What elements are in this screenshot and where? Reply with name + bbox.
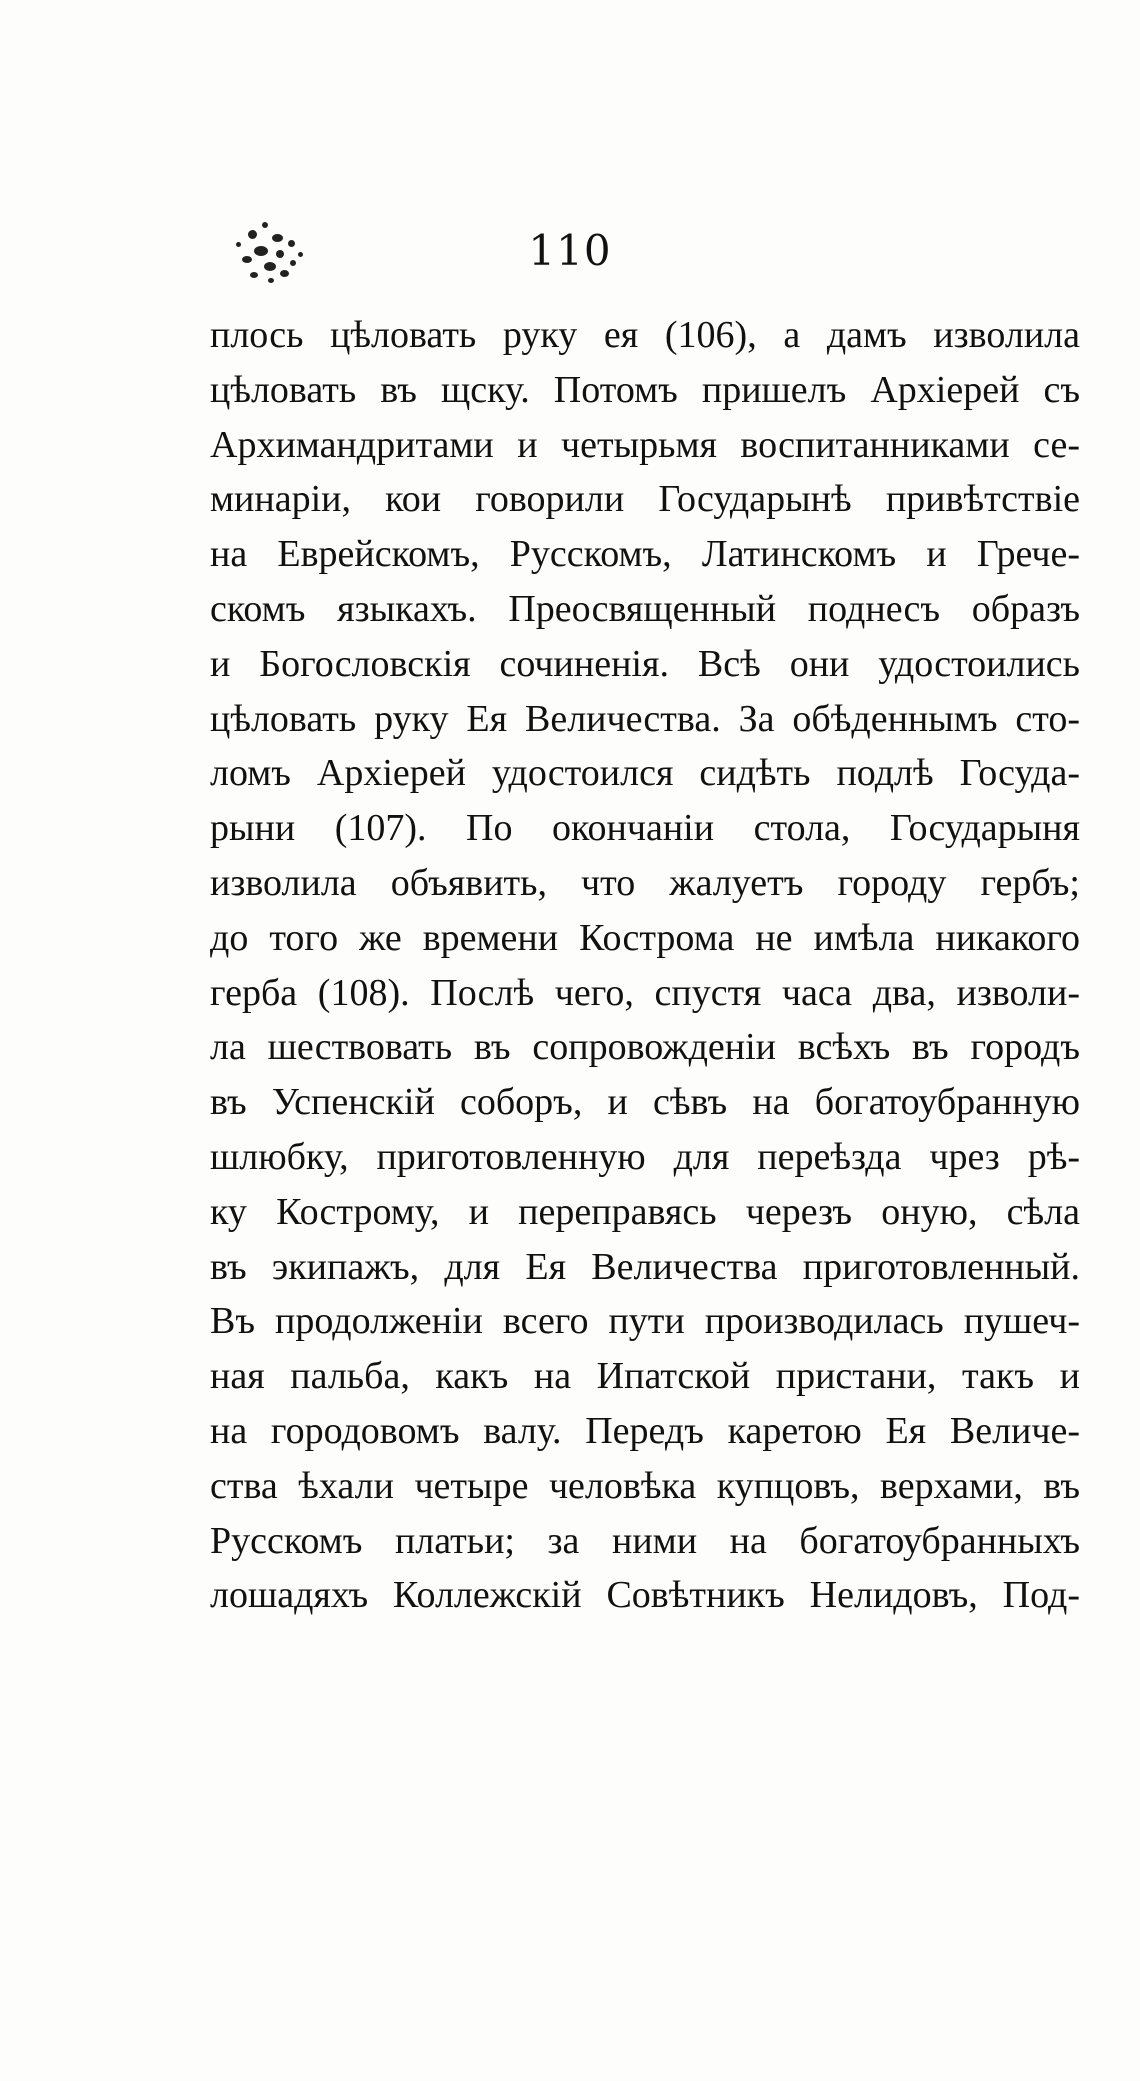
text-line: ства ѣхали четыре человѣка купцовъ, верхами, въ <box>210 1464 1080 1507</box>
text-line: въ экипажъ, для Ея Величества приготовленный. <box>210 1245 1080 1288</box>
text-line: Въ продолженіи всего пути производилась пушеч- <box>210 1300 1080 1343</box>
body-text <box>210 308 1080 1623</box>
text-line: до того же времени Кострома не имѣла никакого <box>210 916 1080 959</box>
text-line: цѣловать руку Ея Величества. За обѣденнымъ сто- <box>210 697 1080 740</box>
text-line: ла шествовать въ сопровожденіи всѣхъ въ городъ <box>210 1026 1080 1069</box>
text-line: изволила объявить, что жалуетъ городу гербъ; <box>210 861 1080 904</box>
text-line: цѣловать въ щску. Потомъ пришелъ Архіерей съ <box>210 368 1080 411</box>
text-line: ная пальба, какъ на Ипатской пристани, такъ и <box>210 1355 1080 1398</box>
text-line: Архимандритами и четырьмя воспитанниками се- <box>210 423 1080 466</box>
text-line: на Еврейскомъ, Русскомъ, Латинскомъ и Грече- <box>210 533 1080 576</box>
text-line: скомъ языкахъ. Преосвященный поднесъ образъ <box>210 587 1080 630</box>
text-line: на городовомъ валу. Передъ каретою Ея Величе- <box>210 1409 1080 1452</box>
text-line: лошадяхъ Коллежскій Совѣтникъ Нелидовъ, Под- <box>210 1574 1080 1617</box>
text-line: ломъ Архіерей удостоился сидѣть подлѣ Госуда- <box>210 752 1080 795</box>
text-line: ку Кострому, и переправясь черезъ оную, сѣла <box>210 1190 1080 1233</box>
text-line: минаріи, кои говорили Государынѣ привѣтствіе <box>210 478 1080 521</box>
page-number: 110 <box>528 226 612 275</box>
text-line: въ Успенскій соборъ, и сѣвъ на богатоубранную <box>210 1081 1080 1124</box>
text-line: рыни (107). По окончаніи стола, Государыня <box>210 807 1080 850</box>
text-line: и Богословскія сочиненія. Всѣ они удостоились <box>210 642 1080 685</box>
text-line: плось цѣловать руку ея (106), а дамъ изволила <box>210 314 1080 356</box>
text-line: Русскомъ платьи; за ними на богатоубранныхъ <box>210 1519 1080 1562</box>
text-line: герба (108). Послѣ чего, спустя часа два, изволи- <box>210 971 1080 1014</box>
text-line: шлюбку, приготовленную для переѣзда чрез рѣ- <box>210 1135 1080 1178</box>
